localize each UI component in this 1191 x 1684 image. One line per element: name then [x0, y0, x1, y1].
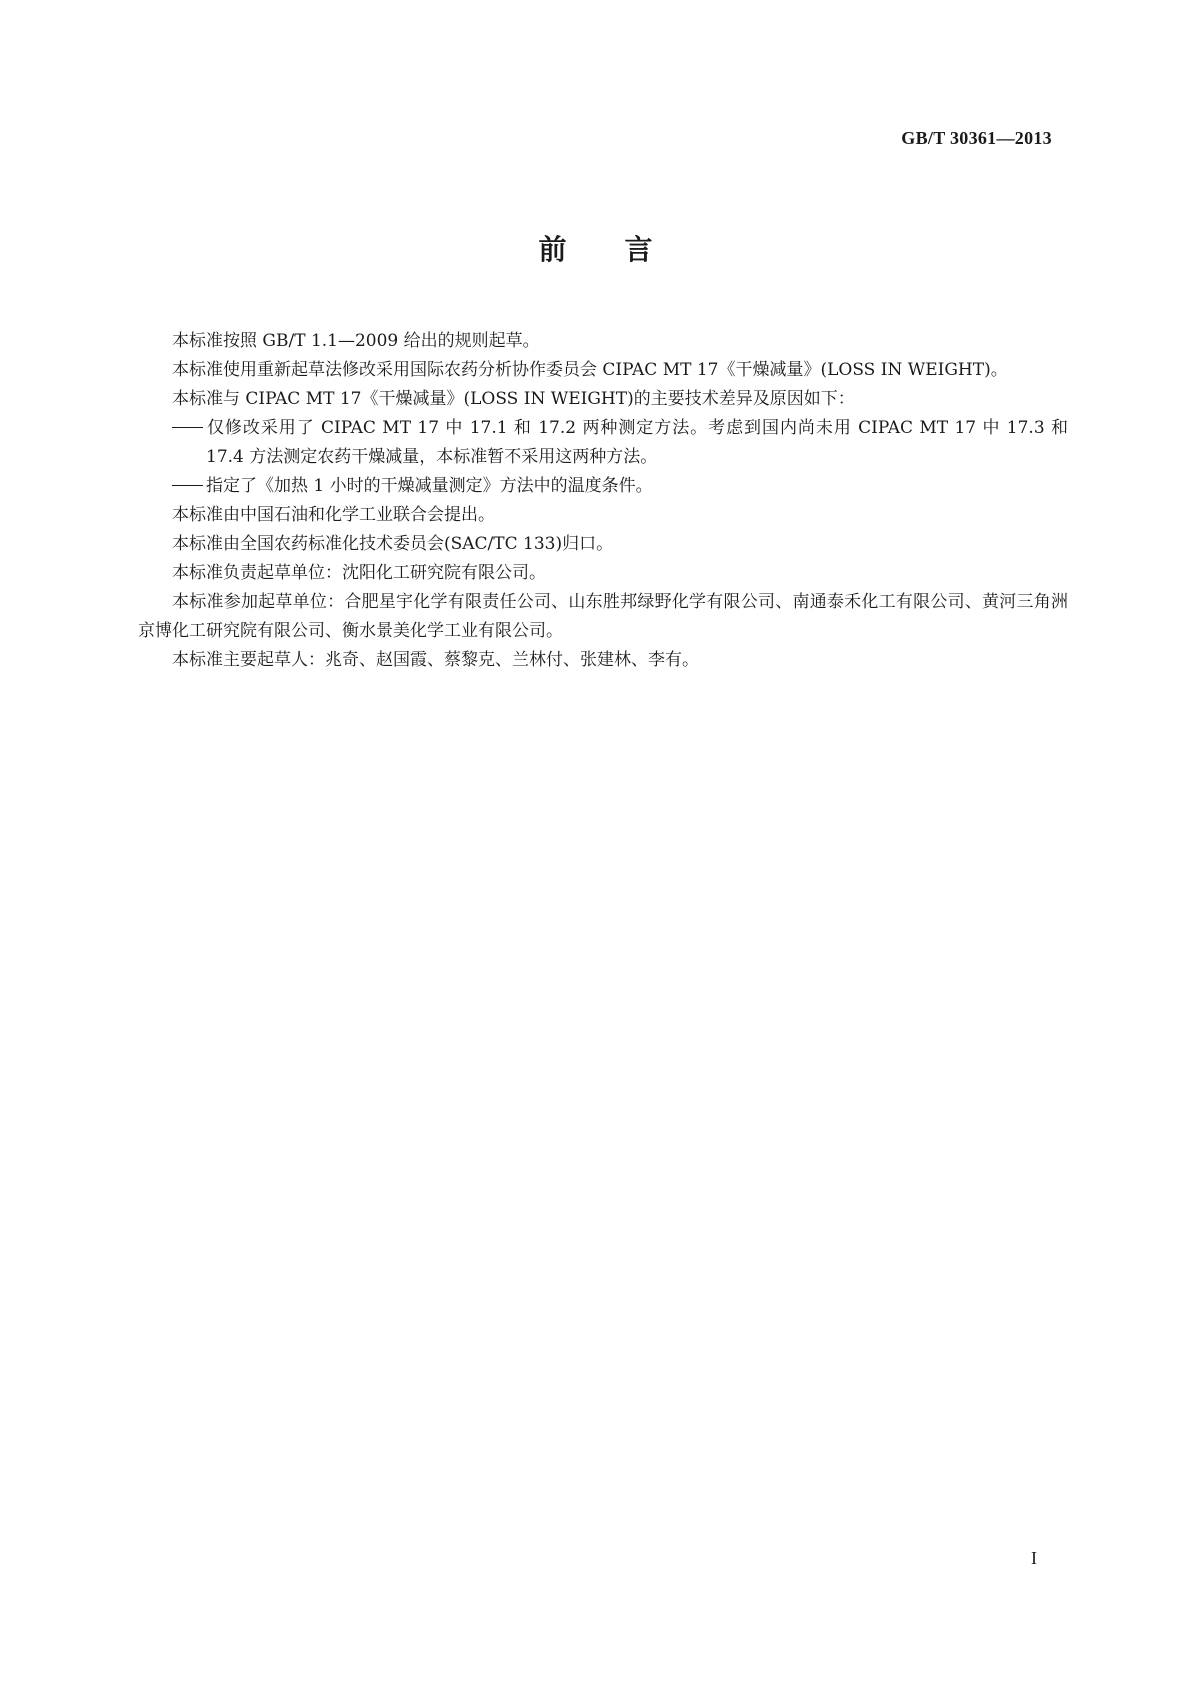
paragraph-adoption: 本标准使用重新起草法修改采用国际农药分析协作委员会 CIPAC MT 17《干燥减量》(LOSS IN WEIGHT)。	[172, 360, 1008, 380]
paragraph-participating-drafters: 本标准参加起草单位：合肥星宇化学有限责任公司、山东胜邦绿野化学有限公司、南通泰禾化工有限公司、黄河三角洲京博化工研究院有限公司、衡水景美化学工业有限公司。	[138, 592, 1068, 641]
page-number: I	[1031, 1548, 1037, 1568]
paragraph-differences: 本标准与 CIPAC MT 17《干燥减量》(LOSS IN WEIGHT)的主要技术差异及原因如下：	[172, 389, 855, 409]
page-title	[0, 228, 1191, 268]
paragraph-lead-drafter: 本标准负责起草单位：沈阳化工研究院有限公司。	[172, 563, 546, 583]
standard-code: GB/T 30361—2013	[901, 128, 1052, 148]
title-char-2: 言	[624, 233, 653, 266]
list-item	[138, 414, 1068, 472]
paragraph-committee: 本标准由全国农药标准化技术委员会(SAC/TC 133)归口。	[172, 534, 614, 554]
title-char-1: 前	[538, 233, 567, 266]
dash-marker	[172, 414, 206, 443]
list-item-text: 指定了《加热 1 小时的干燥减量测定》方法中的温度条件。	[206, 476, 653, 496]
dash-marker	[172, 472, 206, 501]
list-item-text: 仅修改采用了 CIPAC MT 17 中 17.1 和 17.2 两种测定方法。考虑到国内尚未用 CIPAC MT 17 中 17.3 和 17.4 方法测定农药干燥减量，本标准暂不采用这两种方法。	[206, 418, 1068, 467]
foreword-body	[138, 327, 1068, 675]
paragraph-drafting-rules: 本标准按照 GB/T 1.1—2009 给出的规则起草。	[172, 331, 540, 351]
paragraph-main-drafters: 本标准主要起草人：兆奇、赵国霞、蔡黎克、兰林付、张建林、李有。	[172, 650, 699, 670]
list-item	[138, 472, 1068, 501]
paragraph-proposer: 本标准由中国石油和化学工业联合会提出。	[172, 505, 495, 525]
